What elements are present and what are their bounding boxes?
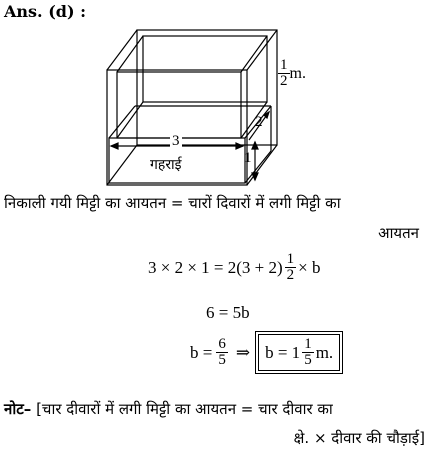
final-answer-box: b = 1 $\frac{1}{5}$ m.	[258, 334, 340, 371]
equation-2: 6 = 5b	[206, 303, 250, 322]
box-figure	[95, 22, 325, 190]
equation-1: 3 × 2 × 1 = 2(3 + 2) $\frac{1}{2}$ × b	[148, 251, 321, 283]
equation-3: b = $\frac{6}{5}$ ⇒ b = 1 $\frac{1}{5}$ m.	[190, 334, 340, 371]
height-label: 1	[244, 150, 252, 166]
width-label: 2	[255, 114, 263, 130]
inner-front-face	[117, 72, 241, 138]
statement-line-2: आयतन	[378, 224, 419, 242]
depth-label: गहराई	[150, 157, 182, 173]
note-line-2: क्षे. × दीवार की चौड़ाई]	[293, 429, 425, 447]
answer-label: Ans. (d) :	[4, 2, 86, 21]
note-line-1: नोट– [चार दीवारों में लगी मिट्टी का आयतन = चार दीवार का	[4, 400, 333, 418]
statement-line-1: निकाली गयी मिट्टी का आयतन = चारों दिवारों में लगी मिट्टी का	[4, 194, 341, 212]
wall-thickness-label: $\frac{1}{2}$ m.	[280, 57, 306, 89]
length-label: 3	[172, 133, 180, 149]
